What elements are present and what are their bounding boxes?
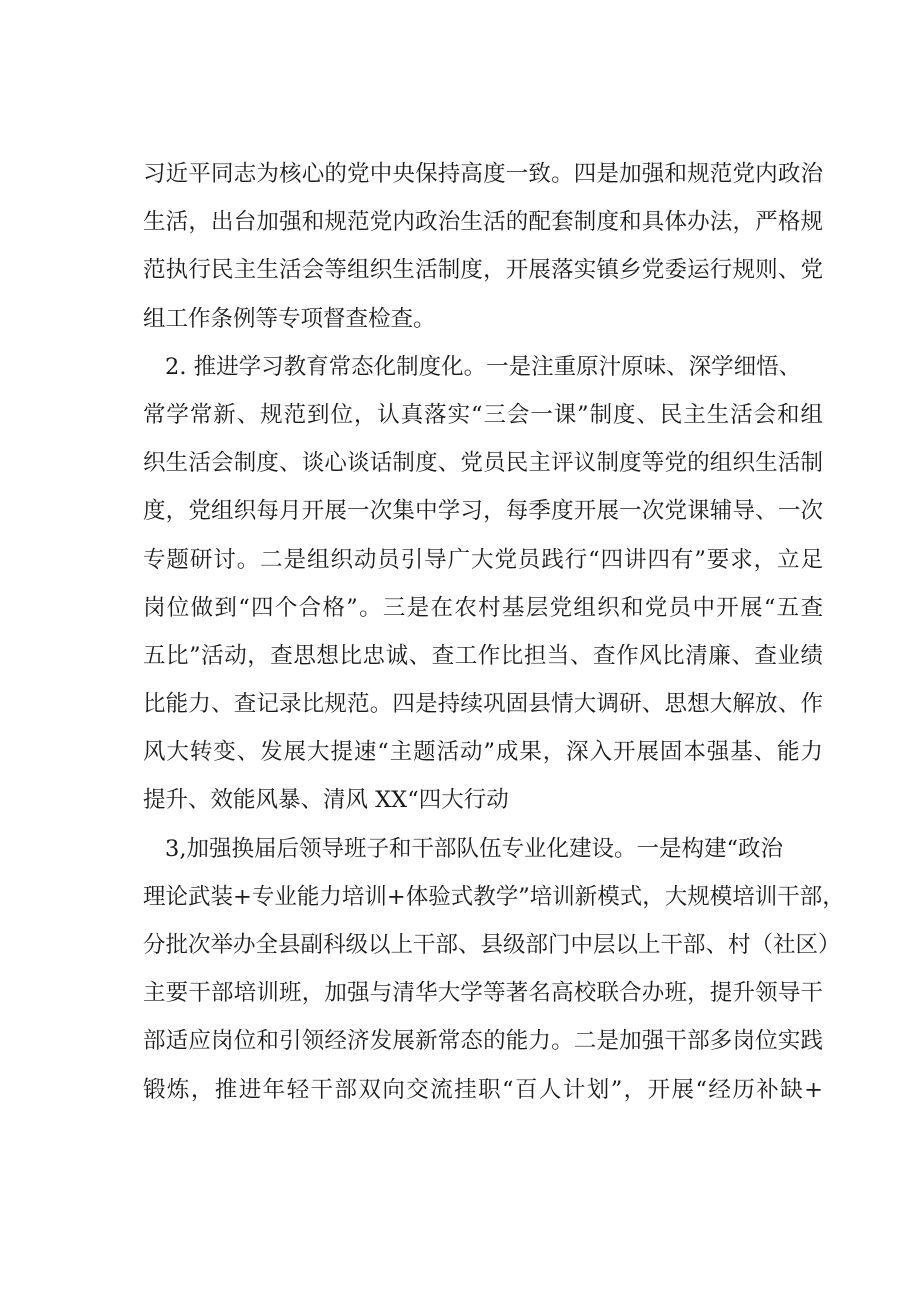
paragraph-2-line-1: 2. 推进学习教育常态化制度化。一是注重原汁原味、深学细悟、 (165, 353, 802, 380)
paragraph-1-line-4: 组工作条例等专项督查检查。 (143, 305, 436, 332)
paragraph-1-line-3: 范执行民主生活会等组织生活制度，开展落实镇乡党委运行规则、党 (143, 257, 823, 284)
paragraph-2-line-10: 提升、效能风暴、清风 XX“四大行动 (143, 787, 509, 814)
paragraph-3-line-6: 锻炼，推进年轻干部双向交流挂职“百人计划”，开展“经历补缺+ (143, 1076, 823, 1103)
paragraph-2-line-3: 织生活会制度、谈心谈话制度、党员民主评议制度等党的组织生活制 (143, 450, 823, 477)
paragraph-2-line-2: 常学常新、规范到位，认真落实“三会一课”制度、民主生活会和组 (143, 401, 823, 428)
document-body (143, 150, 845, 1114)
paragraph-2-line-9: 风大转变、发展大提速“主题活动”成果，深入开展固本强基、能力 (143, 739, 823, 766)
paragraph-2-line-4: 度，党组织每月开展一次集中学习，每季度开展一次党课辅导、一次 (143, 498, 823, 525)
paragraph-1-line-1: 习近平同志为核心的党中央保持高度一致。四是加强和规范党内政治 (143, 161, 823, 187)
paragraph-3-line-3: 分批次举办全县副科级以上干部、县级部门中层以上干部、村（社区） (143, 932, 841, 958)
paragraph-2-line-6: 岗位做到“四个合格”。三是在农村基层党组织和党员中开展“五查 (143, 594, 823, 621)
paragraph-2-line-5: 专题研讨。二是组织动员引导广大党员践行“四讲四有”要求，立足 (143, 546, 823, 573)
paragraph-1-line-2: 生活，出台加强和规范党内政治生活的配套制度和具体办法，严格规 (143, 209, 823, 236)
paragraph-2-line-7: 五比”活动，查思想比忠诚、查工作比担当、查作风比清廉、查业绩 (143, 642, 823, 669)
paragraph-2-line-8: 比能力、查记录比规范。四是持续巩固县情大调研、思想大解放、作 (143, 691, 823, 718)
paragraph-3-line-2: 理论武装+专业能力培训+体验式教学”培训新模式，大规模培训干部， (143, 883, 845, 910)
paragraph-3-line-5: 部适应岗位和引领经济发展新常态的能力。二是加强干部多岗位实践 (143, 1028, 823, 1055)
paragraph-3-line-1: 3,加强换届后领导班子和干部队伍专业化建设。一是构建“政治 (165, 835, 783, 862)
paragraph-3-line-4: 主要干部培训班，加强与清华大学等著名高校联合办班，提升领导干 (143, 980, 823, 1007)
